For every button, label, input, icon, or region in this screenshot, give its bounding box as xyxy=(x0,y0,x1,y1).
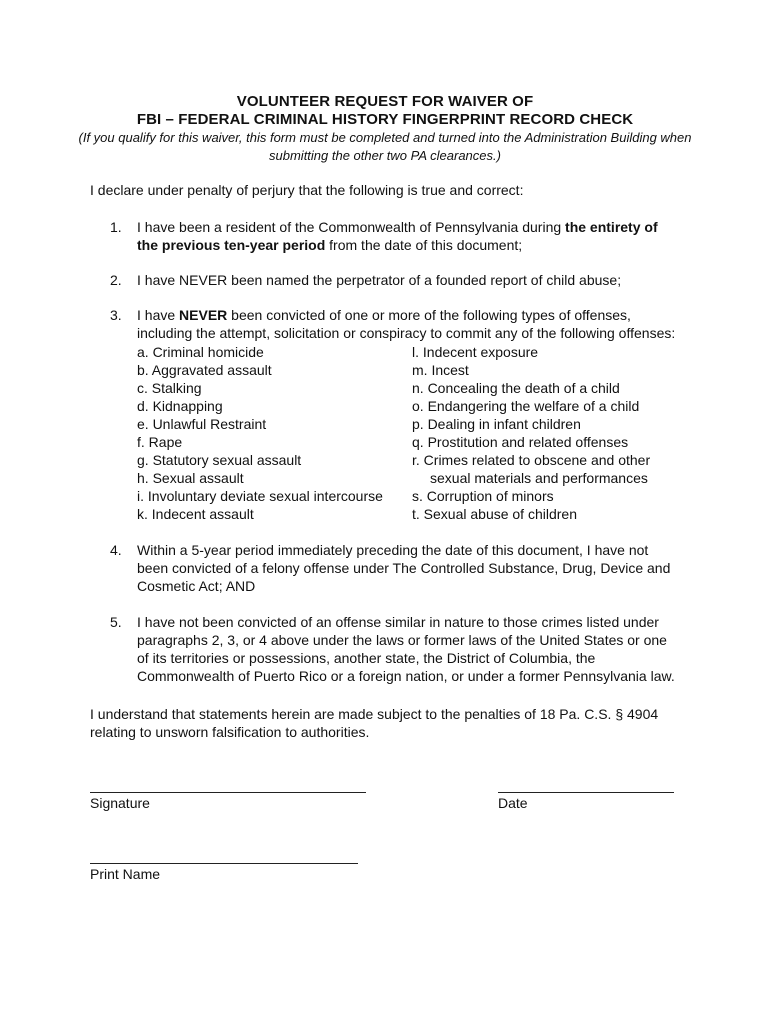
offense-item-continuation: sexual materials and performances xyxy=(430,470,648,486)
offense-item: h. Sexual assault xyxy=(137,470,244,486)
offense-item: e. Unlawful Restraint xyxy=(137,416,267,432)
offense-item: f. Rape xyxy=(137,434,183,450)
print-name-label: Print Name xyxy=(90,866,161,882)
offense-item: q. Prostitution and related offenses xyxy=(412,434,629,450)
item-text: I have not been convicted of an offense similar in nature to those crimes listed under paragraphs 2, 3, or 4 above under the laws or former laws of the United States or one of its territories or possessions, another state, the District of Columbia, the Commonwealth of Puerto Rico or a foreign nation, or under a former Pennsylvania law. xyxy=(137,614,675,684)
understand-statement: I understand that statements herein are made subject to the penalties of 18 Pa. C.S. § 4904 relating to unsworn falsification to authorities. xyxy=(90,706,659,740)
item-text: I have NEVER been named the perpetrator of a founded report of child abuse; xyxy=(137,272,622,288)
item-number: 1. xyxy=(110,219,122,235)
offense-item: d. Kidnapping xyxy=(137,398,223,414)
item-text: I have been a resident of the Commonwealth of Pennsylvania during the entirety of the previous ten-year period from the date of this document; xyxy=(137,219,658,253)
offense-item: o. Endangering the welfare of a child xyxy=(412,398,640,414)
offense-item: n. Concealing the death of a child xyxy=(412,380,620,396)
offense-item: g. Statutory sexual assault xyxy=(137,452,302,468)
date-label: Date xyxy=(498,795,528,811)
offense-item: p. Dealing in infant children xyxy=(412,416,581,432)
print-name-field[interactable] xyxy=(90,863,358,864)
offense-item: c. Stalking xyxy=(137,380,202,396)
condition-item-1 xyxy=(110,218,680,254)
item-number: 5. xyxy=(110,614,122,630)
condition-item-4 xyxy=(110,541,680,595)
item-text: I have NEVER been convicted of one or more of the following types of offenses, including the attempt, solicitation or conspiracy to commit any of the following offenses: xyxy=(137,307,676,341)
condition-item-2 xyxy=(110,271,680,289)
form-title-line1: VOLUNTEER REQUEST FOR WAIVER OF xyxy=(236,93,534,110)
item-emphasis: NEVER xyxy=(179,307,228,323)
offense-item: a. Criminal homicide xyxy=(137,344,264,360)
item-text: Within a 5-year period immediately preceding the date of this document, I have not been convicted of a felony offense under The Controlled Substance, Drug, Device and Cosmetic Act; AND xyxy=(137,542,671,594)
form-title-line2: FBI – FEDERAL CRIMINAL HISTORY FINGERPRINT RECORD CHECK xyxy=(136,111,634,128)
offense-item: l. Indecent exposure xyxy=(412,344,539,360)
item-number: 4. xyxy=(110,542,122,558)
date-field[interactable] xyxy=(498,792,674,793)
offense-item: i. Involuntary deviate sexual intercourse xyxy=(137,488,383,504)
offense-item: m. Incest xyxy=(412,362,469,378)
offense-item: t. Sexual abuse of children xyxy=(412,506,577,522)
item-number: 2. xyxy=(110,272,122,288)
offense-item: b. Aggravated assault xyxy=(137,362,272,378)
item-number: 3. xyxy=(110,307,122,323)
form-subtitle: (If you qualify for this waiver, this form must be completed and turned into the Administration Building when submitting the other two PA clearances.) xyxy=(78,130,692,163)
offense-item: s. Corruption of minors xyxy=(412,488,554,504)
condition-item-3 xyxy=(110,306,680,342)
signature-field[interactable] xyxy=(90,792,366,793)
item-emphasis: the entirety of the previous ten-year period xyxy=(137,219,658,253)
offense-item: r. Crimes related to obscene and other xyxy=(412,452,651,468)
declaration-statement: I declare under penalty of perjury that the following is true and correct: xyxy=(90,182,524,198)
signature-label: Signature xyxy=(90,795,150,811)
offense-item: k. Indecent assault xyxy=(137,506,254,522)
condition-item-5 xyxy=(110,613,680,685)
